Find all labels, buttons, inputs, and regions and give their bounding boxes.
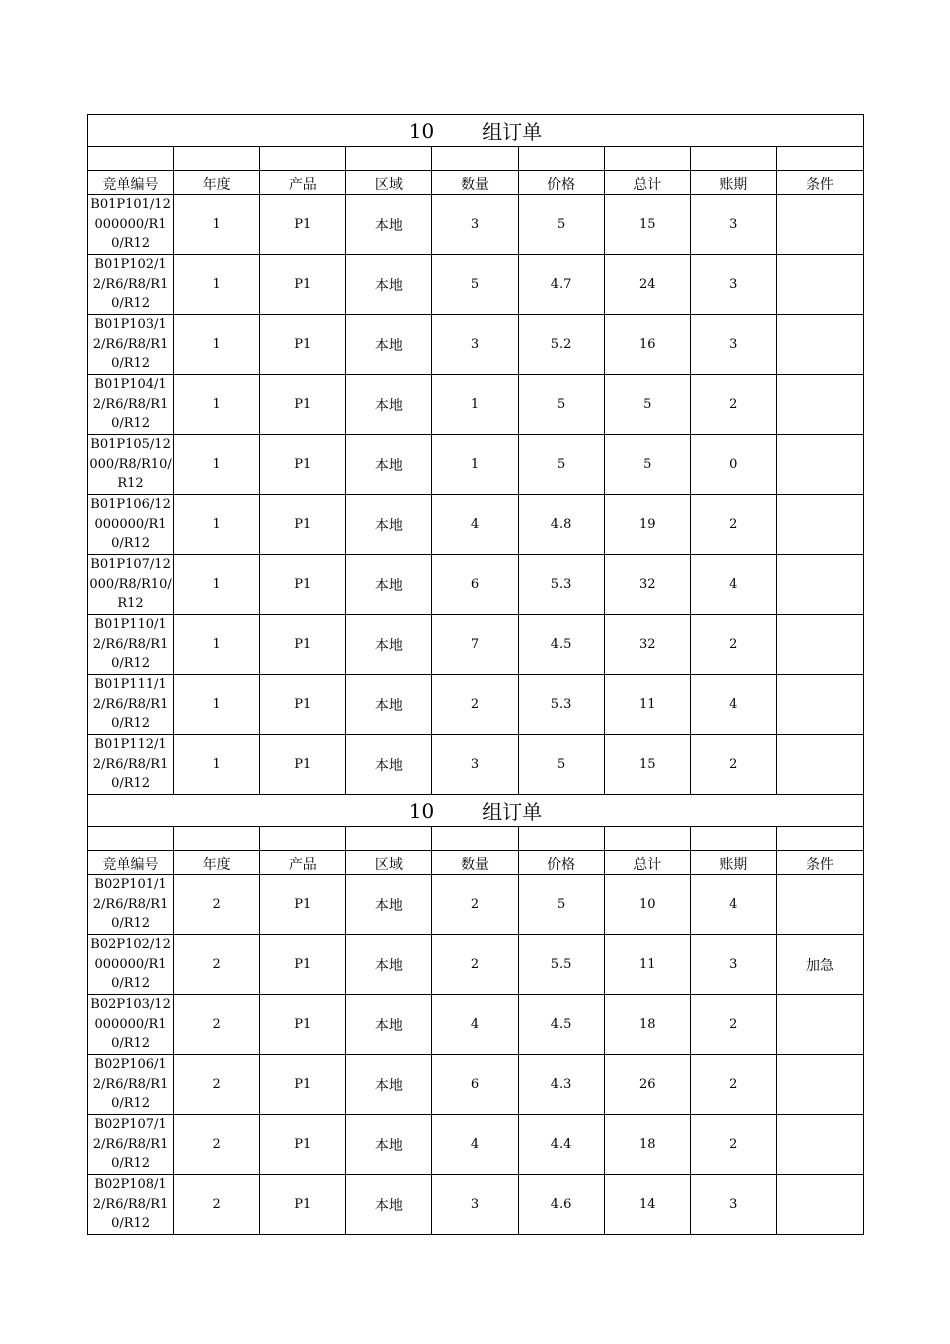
- table-row: [88, 375, 863, 435]
- order-sheet: [87, 114, 864, 1235]
- header-total: 总计: [605, 851, 691, 874]
- col-price-cell: 5: [519, 875, 605, 934]
- title-text: 组订单: [482, 800, 543, 824]
- col-region-cell: 本地: [346, 195, 432, 254]
- col-quantity-cell: 2: [432, 675, 518, 734]
- group-number: 10: [408, 118, 435, 143]
- header-region: 区域: [346, 171, 432, 194]
- col-product-cell: P1: [260, 555, 346, 614]
- col-year-cell: 1: [174, 675, 260, 734]
- col-quantity-cell: 2: [432, 935, 518, 994]
- col-quantity-cell: 6: [432, 555, 518, 614]
- col-year-cell: 2: [174, 875, 260, 934]
- blank-cell: [432, 147, 518, 170]
- table-title: [88, 115, 863, 147]
- col-year-cell: 1: [174, 495, 260, 554]
- col-total-cell: 19: [605, 495, 691, 554]
- col-bid-id-cell: B02P107/12/R6/R8/R10/R12: [88, 1115, 174, 1174]
- col-year-cell: 1: [174, 315, 260, 374]
- header-condition: 条件: [805, 177, 834, 193]
- header-quantity: 数量: [432, 851, 518, 874]
- col-price-cell: 4.5: [519, 615, 605, 674]
- col-condition-cell: [777, 675, 863, 734]
- col-product-cell: P1: [260, 315, 346, 374]
- header-year: 年度: [174, 171, 260, 194]
- col-total-cell: 14: [605, 1175, 691, 1234]
- blank-cell: [691, 147, 777, 170]
- header-price: 价格: [519, 171, 605, 194]
- col-product-cell: P1: [260, 615, 346, 674]
- col-condition-cell: [777, 495, 863, 554]
- header-total: 总计: [605, 171, 691, 194]
- col-condition-cell: [777, 1115, 863, 1174]
- col-condition-cell: [777, 995, 863, 1054]
- header-row: [88, 851, 863, 875]
- col-total-cell: 16: [605, 315, 691, 374]
- col-price-cell: 5: [519, 195, 605, 254]
- table-row: [88, 615, 863, 675]
- col-bid-id-cell: B02P106/12/R6/R8/R10/R12: [88, 1055, 174, 1114]
- col-total-cell: 11: [605, 675, 691, 734]
- blank-cell: [346, 827, 432, 850]
- col-region-cell: 本地: [346, 935, 432, 994]
- order-table: [87, 794, 864, 1235]
- col-term-cell: 3: [691, 195, 777, 254]
- col-bid-id-cell: B01P104/12/R6/R8/R10/R12: [88, 375, 174, 434]
- col-bid-id-cell: B02P102/12000000/R10/R12: [88, 935, 174, 994]
- col-term-cell: 2: [691, 375, 777, 434]
- table-row: [88, 495, 863, 555]
- header-region: 区域: [346, 851, 432, 874]
- blank-cell: [605, 147, 691, 170]
- blank-cell: [174, 147, 260, 170]
- header-row: [88, 171, 863, 195]
- col-quantity-cell: 5: [432, 255, 518, 314]
- col-year-cell: 1: [174, 435, 260, 494]
- col-year-cell: 2: [174, 1115, 260, 1174]
- col-price-cell: 4.8: [519, 495, 605, 554]
- header-condition: 条件: [805, 857, 834, 873]
- col-bid-id-cell: B01P106/12000000/R10/R12: [88, 495, 174, 554]
- col-quantity-cell: 4: [432, 995, 518, 1054]
- header-quantity: 数量: [432, 171, 518, 194]
- header-bid-id: 竞单编号: [88, 171, 174, 194]
- col-bid-id-cell: B01P112/12/R6/R8/R10/R12: [88, 735, 174, 794]
- col-total-cell: 5: [605, 375, 691, 434]
- col-term-cell: 2: [691, 495, 777, 554]
- table-row: [88, 1055, 863, 1115]
- col-term-cell: 4: [691, 555, 777, 614]
- col-condition-cell: [777, 195, 863, 254]
- col-product-cell: P1: [260, 435, 346, 494]
- col-condition-cell: [777, 555, 863, 614]
- col-term-cell: 2: [691, 1055, 777, 1114]
- col-term-cell: 3: [691, 935, 777, 994]
- col-bid-id-cell: B01P107/12000/R8/R10/R12: [88, 555, 174, 614]
- col-condition-cell: [777, 375, 863, 434]
- col-price-cell: 4.4: [519, 1115, 605, 1174]
- col-year-cell: 2: [174, 935, 260, 994]
- col-price-cell: 5: [519, 735, 605, 794]
- col-condition-cell: [777, 875, 863, 934]
- col-price-cell: 4.5: [519, 995, 605, 1054]
- col-condition-cell: [777, 435, 863, 494]
- col-term-cell: 2: [691, 1115, 777, 1174]
- col-total-cell: 32: [605, 615, 691, 674]
- col-bid-id-cell: B02P103/12000000/R10/R12: [88, 995, 174, 1054]
- col-term-cell: 3: [691, 315, 777, 374]
- table-row: [88, 315, 863, 375]
- table-row: [88, 195, 863, 255]
- table-row: [88, 875, 863, 935]
- col-product-cell: P1: [260, 675, 346, 734]
- col-quantity-cell: 3: [432, 1175, 518, 1234]
- blank-cell: [777, 147, 863, 170]
- col-condition-cell: [777, 255, 863, 314]
- col-region-cell: 本地: [346, 555, 432, 614]
- col-region-cell: 本地: [346, 735, 432, 794]
- table-row: [88, 935, 863, 995]
- table-title: [88, 795, 863, 827]
- col-bid-id-cell: B01P110/12/R6/R8/R10/R12: [88, 615, 174, 674]
- col-product-cell: P1: [260, 1175, 346, 1234]
- table-row: [88, 255, 863, 315]
- col-year-cell: 1: [174, 255, 260, 314]
- col-total-cell: 18: [605, 1115, 691, 1174]
- col-year-cell: 2: [174, 995, 260, 1054]
- col-product-cell: P1: [260, 495, 346, 554]
- col-quantity-cell: 4: [432, 1115, 518, 1174]
- col-price-cell: 5.3: [519, 675, 605, 734]
- col-bid-id-cell: B01P111/12/R6/R8/R10/R12: [88, 675, 174, 734]
- col-region-cell: 本地: [346, 615, 432, 674]
- col-total-cell: 5: [605, 435, 691, 494]
- col-product-cell: P1: [260, 995, 346, 1054]
- col-product-cell: P1: [260, 375, 346, 434]
- col-total-cell: 11: [605, 935, 691, 994]
- col-region-cell: 本地: [346, 495, 432, 554]
- blank-cell: [777, 827, 863, 850]
- col-total-cell: 18: [605, 995, 691, 1054]
- col-region-cell: 本地: [346, 435, 432, 494]
- blank-cell: [260, 147, 346, 170]
- col-quantity-cell: 4: [432, 495, 518, 554]
- blank-cell: [519, 147, 605, 170]
- col-total-cell: 24: [605, 255, 691, 314]
- col-term-cell: 4: [691, 875, 777, 934]
- col-year-cell: 1: [174, 555, 260, 614]
- col-region-cell: 本地: [346, 1055, 432, 1114]
- table-row: [88, 995, 863, 1055]
- col-region-cell: 本地: [346, 995, 432, 1054]
- blank-cell: [260, 827, 346, 850]
- col-condition-cell: [777, 315, 863, 374]
- col-quantity-cell: 1: [432, 375, 518, 434]
- col-region-cell: 本地: [346, 875, 432, 934]
- header-term: 账期: [691, 171, 777, 194]
- blank-row: [88, 827, 863, 851]
- col-total-cell: 15: [605, 735, 691, 794]
- col-term-cell: 4: [691, 675, 777, 734]
- col-quantity-cell: 3: [432, 195, 518, 254]
- col-region-cell: 本地: [346, 375, 432, 434]
- col-product-cell: P1: [260, 1055, 346, 1114]
- col-bid-id-cell: B02P108/12/R6/R8/R10/R12: [88, 1175, 174, 1234]
- col-condition-cell: [777, 615, 863, 674]
- col-price-cell: 5.3: [519, 555, 605, 614]
- col-year-cell: 2: [174, 1175, 260, 1234]
- blank-cell: [691, 827, 777, 850]
- col-year-cell: 1: [174, 195, 260, 254]
- col-product-cell: P1: [260, 195, 346, 254]
- col-quantity-cell: 3: [432, 735, 518, 794]
- col-region-cell: 本地: [346, 315, 432, 374]
- col-year-cell: 1: [174, 615, 260, 674]
- table-row: [88, 1115, 863, 1175]
- table-row: [88, 1175, 863, 1234]
- col-year-cell: 1: [174, 375, 260, 434]
- col-quantity-cell: 2: [432, 875, 518, 934]
- blank-cell: [88, 827, 174, 850]
- col-price-cell: 5: [519, 375, 605, 434]
- group-number: 10: [408, 798, 435, 823]
- col-price-cell: 4.6: [519, 1175, 605, 1234]
- col-price-cell: 5.5: [519, 935, 605, 994]
- blank-row: [88, 147, 863, 171]
- col-product-cell: P1: [260, 735, 346, 794]
- title-text: 组订单: [482, 120, 543, 144]
- col-condition-cell: [777, 1175, 863, 1234]
- header-price: 价格: [519, 851, 605, 874]
- col-term-cell: 2: [691, 995, 777, 1054]
- col-product-cell: P1: [260, 1115, 346, 1174]
- col-condition-cell: [777, 1055, 863, 1114]
- col-year-cell: 2: [174, 1055, 260, 1114]
- col-bid-id-cell: B01P103/12/R6/R8/R10/R12: [88, 315, 174, 374]
- col-total-cell: 26: [605, 1055, 691, 1114]
- table-row: [88, 675, 863, 735]
- col-quantity-cell: 3: [432, 315, 518, 374]
- header-bid-id: 竞单编号: [88, 851, 174, 874]
- table-row: [88, 735, 863, 794]
- col-product-cell: P1: [260, 255, 346, 314]
- blank-cell: [605, 827, 691, 850]
- col-total-cell: 10: [605, 875, 691, 934]
- col-price-cell: 5.2: [519, 315, 605, 374]
- col-term-cell: 2: [691, 615, 777, 674]
- blank-cell: [346, 147, 432, 170]
- table-row: [88, 555, 863, 615]
- blank-cell: [88, 147, 174, 170]
- col-term-cell: 3: [691, 255, 777, 314]
- col-condition-cell: [777, 735, 863, 794]
- col-bid-id-cell: B02P101/12/R6/R8/R10/R12: [88, 875, 174, 934]
- col-term-cell: 3: [691, 1175, 777, 1234]
- col-term-cell: 0: [691, 435, 777, 494]
- col-region-cell: 本地: [346, 1175, 432, 1234]
- col-quantity-cell: 6: [432, 1055, 518, 1114]
- col-bid-id-cell: B01P105/12000/R8/R10/R12: [88, 435, 174, 494]
- col-total-cell: 32: [605, 555, 691, 614]
- col-condition-cell: 加急: [805, 957, 834, 974]
- col-total-cell: 15: [605, 195, 691, 254]
- header-product: 产品: [260, 171, 346, 194]
- table-row: [88, 435, 863, 495]
- col-region-cell: 本地: [346, 255, 432, 314]
- col-price-cell: 5: [519, 435, 605, 494]
- col-term-cell: 2: [691, 735, 777, 794]
- blank-cell: [519, 827, 605, 850]
- col-quantity-cell: 7: [432, 615, 518, 674]
- col-product-cell: P1: [260, 875, 346, 934]
- col-bid-id-cell: B01P101/12000000/R10/R12: [88, 195, 174, 254]
- col-year-cell: 1: [174, 735, 260, 794]
- col-region-cell: 本地: [346, 1115, 432, 1174]
- blank-cell: [174, 827, 260, 850]
- header-year: 年度: [174, 851, 260, 874]
- col-quantity-cell: 1: [432, 435, 518, 494]
- header-term: 账期: [691, 851, 777, 874]
- order-table: [87, 114, 864, 794]
- col-bid-id-cell: B01P102/12/R6/R8/R10/R12: [88, 255, 174, 314]
- col-price-cell: 4.7: [519, 255, 605, 314]
- col-price-cell: 4.3: [519, 1055, 605, 1114]
- header-product: 产品: [260, 851, 346, 874]
- col-region-cell: 本地: [346, 675, 432, 734]
- col-product-cell: P1: [260, 935, 346, 994]
- blank-cell: [432, 827, 518, 850]
